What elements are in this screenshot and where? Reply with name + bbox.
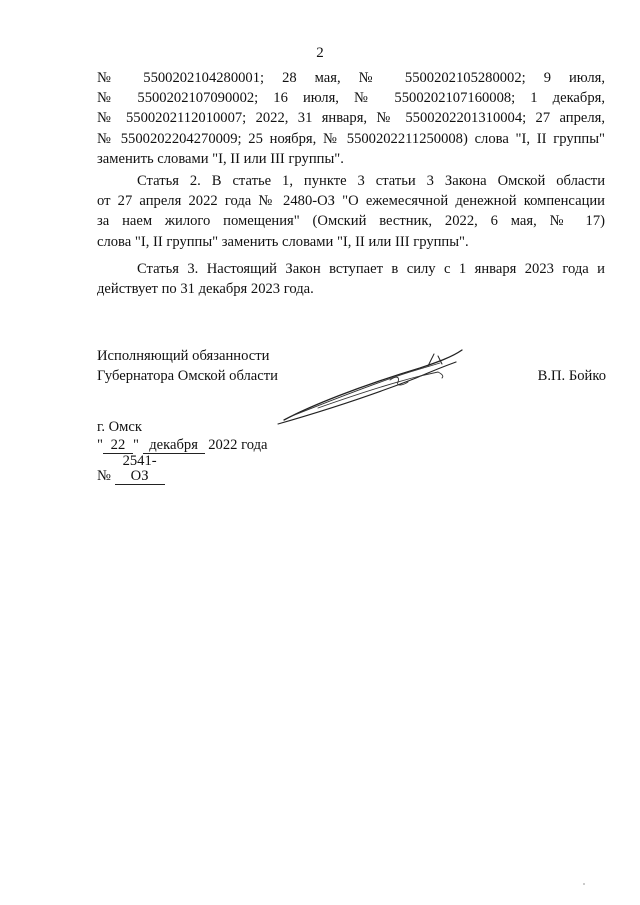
signatory-name: В.П. Бойко — [537, 368, 606, 384]
text-line: № 5500202204270009; 25 ноября, № 5500202211250008) слова "I, II группы" — [97, 130, 605, 147]
text-line: слова "I, II группы" заменить словами "I, II или III группы". — [97, 233, 469, 250]
law-number-line — [97, 454, 268, 485]
paragraph-article-3 — [97, 259, 605, 299]
text-line: от 27 апреля 2022 года № 2480-ОЗ "О ежемесячной денежной компенсации — [97, 193, 605, 210]
text-line: действует по 31 декабря 2023 года. — [97, 281, 314, 298]
law-number: 2541-ОЗ — [115, 454, 165, 485]
text-line: № 5500202104280001; 28 мая, № 5500202105280002; 9 июля, — [97, 70, 605, 86]
text-line: Статья 3. Настоящий Закон вступает в силу с 1 января 2023 года и — [137, 261, 605, 277]
quote-close: " — [132, 437, 139, 453]
number-sign: № — [97, 468, 111, 484]
text-line: заменить словами "I, II или III группы". — [97, 150, 344, 167]
quote-open: " — [97, 437, 103, 453]
page-number: 2 — [316, 45, 324, 61]
position-line: Губернатора Омской области — [97, 368, 278, 384]
text-line: за наем жилого помещения" (Омский вестник, 2022, 6 мая, № 17) — [97, 213, 605, 230]
paragraph-article-2 — [97, 171, 605, 252]
handwritten-signature — [270, 342, 470, 432]
text-line: Статья 2. В статье 1, пункте 3 статьи 3 Закона Омской области — [137, 173, 605, 189]
place-and-date-block — [97, 418, 268, 485]
date-line — [97, 436, 268, 454]
date-day: 22 — [103, 438, 133, 454]
date-month: декабря — [143, 438, 205, 454]
date-year: 2022 года — [208, 437, 268, 453]
text-line: № 5500202107090002; 16 июля, № 5500202107160008; 1 декабря, — [97, 90, 605, 107]
city: г. Омск — [97, 419, 142, 435]
text-line: № 5500202112010007; 2022, 31 января, № 5500202201310004; 27 апреля, — [97, 110, 605, 127]
position-line: Исполняющий обязанности — [97, 348, 270, 364]
paragraph-amendment-continuation — [97, 68, 605, 169]
scan-speck — [583, 883, 585, 885]
signatory-position — [97, 346, 278, 386]
